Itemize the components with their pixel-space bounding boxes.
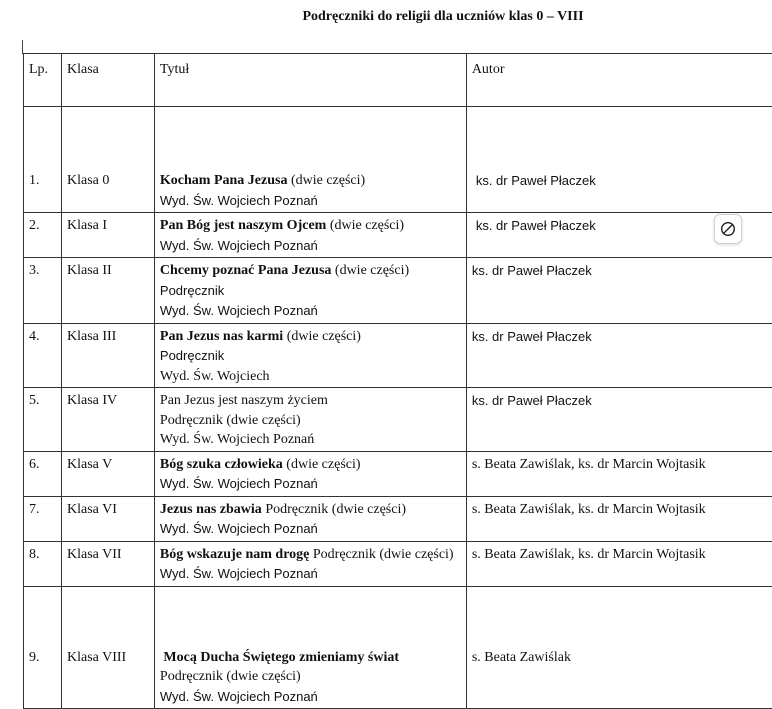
row-autor: s. Beata Zawiślak	[466, 586, 772, 709]
row-lp: 7.	[24, 496, 62, 541]
table-row	[24, 388, 772, 452]
row-title-rest: (dwie części)	[331, 263, 409, 278]
blocked-action-button[interactable]	[714, 214, 742, 244]
row-line2: Podręcznik	[160, 348, 224, 363]
row-autor: ks. dr Paweł Płaczek	[466, 258, 772, 324]
row-title-rest: (dwie części)	[287, 173, 365, 188]
row-title-bold: Kocham Pana Jezusa	[160, 173, 288, 188]
row-title-rest: (dwie części)	[326, 218, 404, 233]
row-title-rest: (dwie części)	[283, 457, 361, 472]
row-title-bold: Pan Bóg jest naszym Ojcem	[160, 218, 326, 233]
margin-line	[22, 40, 23, 54]
row-line2: Podręcznik (dwie części)	[160, 669, 301, 684]
row-autor: s. Beata Zawiślak, ks. dr Marcin Wojtasik	[466, 541, 772, 586]
row-title-rest: Podręcznik (dwie części)	[262, 502, 406, 517]
row-title-bold: Bóg wskazuje nam drogę	[160, 547, 309, 562]
row-lp: 1.	[24, 107, 62, 213]
page-title: Podręczniki do religii dla uczniów klas 0 – VIII	[0, 9, 772, 25]
row-title-cell	[154, 258, 466, 324]
row-title-bold: Chcemy poznać Pana Jezusa	[160, 263, 332, 278]
table-row	[24, 586, 772, 709]
table-row	[24, 107, 772, 213]
row-lp: 5.	[24, 388, 62, 452]
textbook-table	[23, 53, 772, 709]
table-header-row	[24, 54, 772, 107]
row-klasa: Klasa VI	[61, 496, 154, 541]
row-line2: Wyd. Św. Wojciech Poznań	[160, 238, 318, 253]
table-row	[24, 258, 772, 324]
row-title-cell	[154, 213, 466, 258]
circle-slash-icon	[720, 221, 736, 237]
header-tytul: Tytuł	[154, 54, 466, 107]
row-title-cell	[154, 107, 466, 213]
row-title-cell	[154, 496, 466, 541]
header-lp: Lp.	[24, 54, 62, 107]
row-lp: 8.	[24, 541, 62, 586]
row-line2: Podręcznik	[160, 283, 224, 298]
row-klasa: Klasa III	[61, 323, 154, 388]
row-autor	[466, 107, 772, 213]
row-lp: 6.	[24, 451, 62, 496]
row-autor: ks. dr Paweł Płaczek	[466, 323, 772, 388]
row-lp: 3.	[24, 258, 62, 324]
row-line3: Wyd. Św. Wojciech Poznań	[160, 303, 318, 318]
row-lp: 9.	[24, 586, 62, 709]
row-klasa: Klasa 0	[61, 107, 154, 213]
row-line3: Wyd. Św. Wojciech Poznań	[160, 432, 314, 447]
row-title-cell	[154, 388, 466, 452]
row-title-cell	[154, 586, 466, 709]
row-klasa: Klasa I	[61, 213, 154, 258]
header-klasa: Klasa	[61, 54, 154, 107]
row-line2: Wyd. Św. Wojciech Poznań	[160, 193, 318, 208]
row-lp: 4.	[24, 323, 62, 388]
row-title-cell	[154, 323, 466, 388]
row-title-rest: Pan Jezus jest naszym życiem	[160, 393, 328, 408]
row-autor: s. Beata Zawiślak, ks. dr Marcin Wojtasik	[466, 451, 772, 496]
table-row	[24, 496, 772, 541]
row-line2: Wyd. Św. Wojciech Poznań	[160, 521, 318, 536]
row-line2: Podręcznik (dwie części)	[160, 413, 301, 428]
row-klasa: Klasa VIII	[61, 586, 154, 709]
row-title-bold: Pan Jezus nas karmi	[160, 329, 283, 344]
table-row	[24, 323, 772, 388]
row-title-rest: Podręcznik (dwie części)	[309, 547, 453, 562]
row-line3: Wyd. Św. Wojciech	[160, 369, 270, 384]
row-title-cell	[154, 541, 466, 586]
table-row	[24, 541, 772, 586]
row-line3: Wyd. Św. Wojciech Poznań	[160, 689, 318, 704]
row-klasa: Klasa V	[61, 451, 154, 496]
row-autor-text: ks. dr Paweł Płaczek	[472, 173, 596, 188]
row-title-cell	[154, 451, 466, 496]
header-autor: Autor	[466, 54, 772, 107]
row-title-bold: Mocą Ducha Świętego zmieniamy świat	[160, 650, 399, 665]
row-klasa: Klasa VII	[61, 541, 154, 586]
row-title-bold: Jezus nas zbawia	[160, 502, 262, 517]
row-line2: Wyd. Św. Wojciech Poznań	[160, 566, 318, 581]
row-autor: ks. dr Paweł Płaczek	[466, 388, 772, 452]
row-line2: Wyd. Św. Wojciech Poznań	[160, 476, 318, 491]
row-title-rest: (dwie części)	[283, 329, 361, 344]
row-autor-text: ks. dr Paweł Płaczek	[472, 218, 596, 233]
table-row	[24, 451, 772, 496]
row-title-bold: Bóg szuka człowieka	[160, 457, 283, 472]
row-autor: s. Beata Zawiślak, ks. dr Marcin Wojtasik	[466, 496, 772, 541]
row-klasa: Klasa IV	[61, 388, 154, 452]
row-klasa: Klasa II	[61, 258, 154, 324]
table-row	[24, 213, 772, 258]
row-lp: 2.	[24, 213, 62, 258]
